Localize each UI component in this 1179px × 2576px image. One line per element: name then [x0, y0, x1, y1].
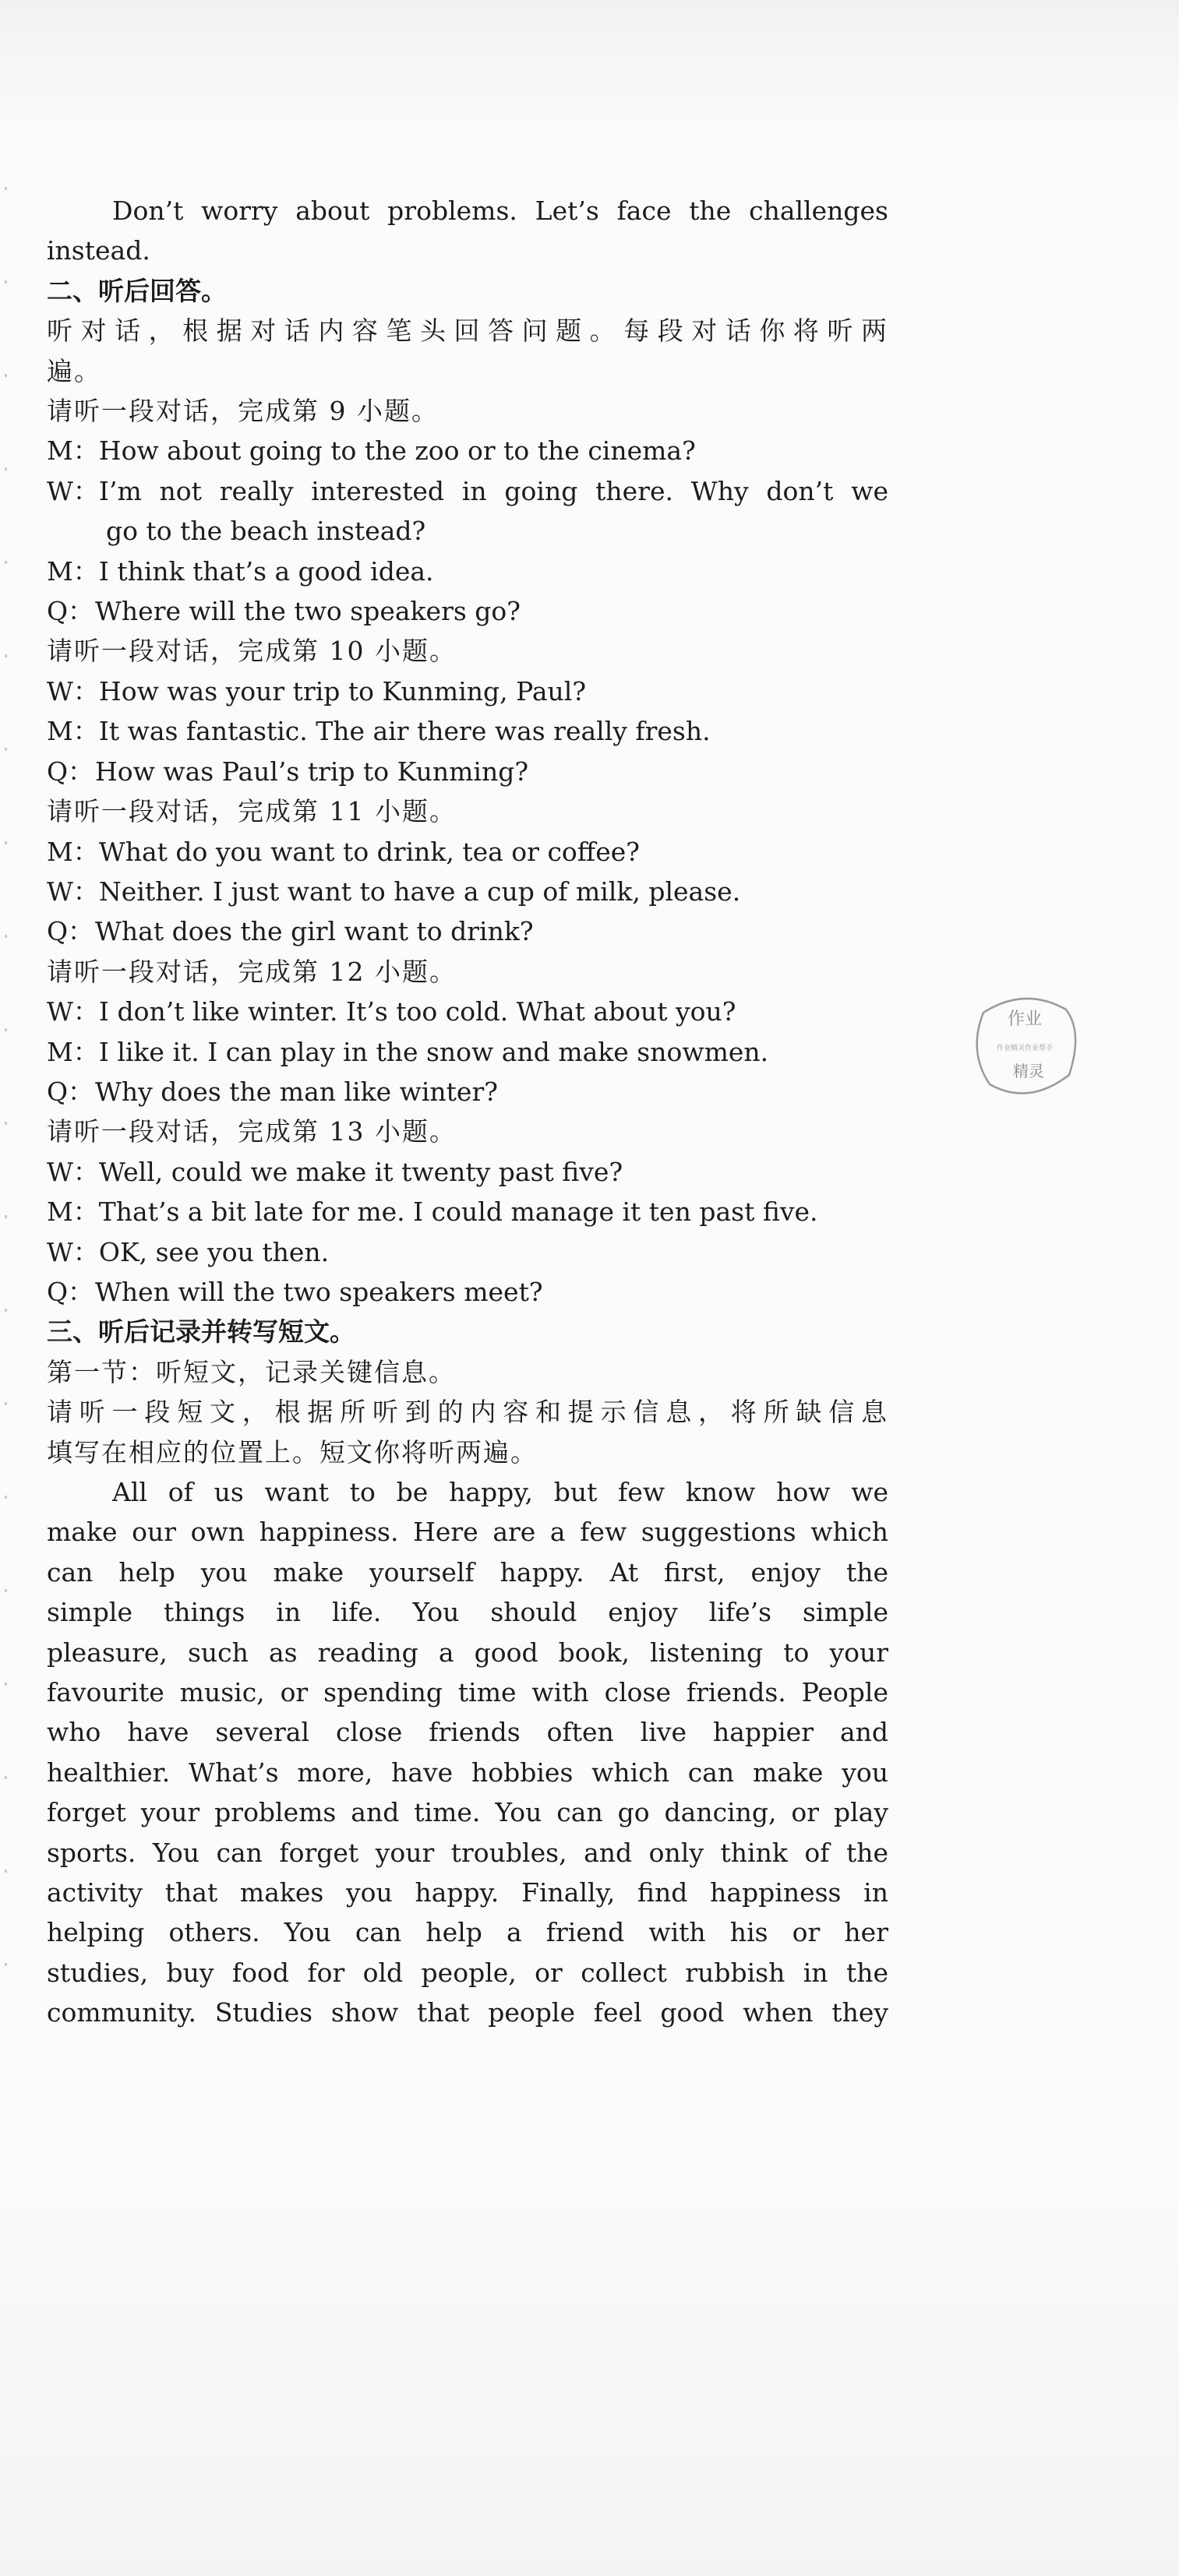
dialog-line: W：Well, could we make it twenty past five? [47, 1156, 623, 1187]
dialog-line: M：I like it. I can play in the snow and make snowmen. [47, 1036, 769, 1067]
section2-instruction-2: 遍。 [47, 355, 101, 386]
section2-heading: 二、听后回答。 [47, 275, 227, 306]
section2-instruction-1: 听对话，根据对话内容笔头回答问题。每段对话你将听两 [47, 315, 888, 347]
passage-line: All of us want to be happy, but few know how we [112, 1477, 888, 1507]
section3-subheading: 第一节：听短文，记录关键信息。 [47, 1356, 456, 1387]
watermark-stamp-icon [966, 989, 1083, 1106]
passage-line: helping others. You can help a friend with his or her [47, 1917, 888, 1948]
dialog-prompt-13: 请听一段对话，完成第 13 小题。 [47, 1116, 457, 1147]
passage-line: can help you make yourself happy. At first, enjoy the [47, 1556, 888, 1588]
dialog-line: W：I don’t like winter. It’s too cold. What about you? [47, 996, 736, 1027]
dialog-line: W：I’m not really interested in going there. Why don’t we [47, 475, 888, 506]
dialog-line: W：Neither. I just want to have a cup of milk, please. [47, 876, 741, 907]
dialog-line: W：How was your trip to Kunming, Paul? [47, 675, 587, 707]
passage-line: activity that makes you happy. Finally, find happiness in [47, 1877, 888, 1908]
section3-instruction-1: 请听一段短文，根据所听到的内容和提示信息，将所缺信息 [47, 1397, 888, 1428]
passage-line: favourite music, or spending time with close friends. People [47, 1677, 888, 1708]
section3-instruction-2: 填写在相应的位置上。短文你将听两遍。 [47, 1436, 538, 1468]
passage-line: community. Studies show that people feel good when they [47, 1997, 888, 2028]
passage-line: who have several close friends often live happier and [47, 1717, 888, 1748]
passage-line: simple things in life. You should enjoy life’s simple [47, 1597, 888, 1628]
dialog-prompt-10: 请听一段对话，完成第 10 小题。 [47, 636, 457, 667]
opening-line-2: instead. [47, 235, 150, 266]
passage-line: healthier. What’s more, have hobbies which can make you [47, 1757, 888, 1788]
dialog-prompt-11: 请听一段对话，完成第 11 小题。 [47, 796, 457, 827]
dialog-line: M：What do you want to drink, tea or coffee? [47, 836, 640, 867]
dialog-line: M：How about going to the zoo or to the cinema? [47, 435, 696, 467]
dialog-question: Q：How was Paul’s trip to Kunming? [47, 756, 529, 787]
dialog-question: Q：When will the two speakers meet? [47, 1276, 543, 1307]
dialog-prompt-9: 请听一段对话，完成第 9 小题。 [47, 396, 439, 427]
passage-line: pleasure, such as reading a good book, listening to your [47, 1637, 888, 1668]
stamp-top-text: 作业 [1007, 1010, 1043, 1029]
dialog-line-continued: go to the beach instead? [106, 516, 426, 547]
document-body [47, 191, 888, 2033]
passage-line: make our own happiness. Here are a few suggestions which [47, 1517, 888, 1548]
dialog-line: W：OK, see you then. [47, 1236, 330, 1267]
dialog-question: Q：What does the girl want to drink? [47, 916, 534, 947]
section3-heading: 三、听后记录并转写短文。 [47, 1316, 355, 1348]
passage-line: sports. You can forget your troubles, and only think of the [47, 1837, 888, 1868]
dialog-line: M：It was fantastic. The air there was really fresh. [47, 716, 711, 747]
dialog-line: M：I think that’s a good idea. [47, 555, 434, 587]
passage-line: studies, buy food for old people, or collect rubbish in the [47, 1957, 888, 1988]
dialog-question: Q：Why does the man like winter? [47, 1076, 498, 1107]
stamp-bottom-text: 精灵 [1013, 1062, 1044, 1080]
stamp-middle-text: 作业精灵作业帮手 [996, 1045, 1054, 1052]
dialog-line: M：That’s a bit late for me. I could manage it ten past five. [47, 1196, 818, 1228]
dialog-prompt-12: 请听一段对话，完成第 12 小题。 [47, 956, 457, 987]
dialog-question: Q：Where will the two speakers go? [47, 596, 521, 627]
binding-edge [5, 187, 7, 1979]
passage-line: forget your problems and time. You can go dancing, or play [47, 1797, 888, 1828]
opening-line-1: Don’t worry about problems. Let’s face the challenges [112, 196, 888, 226]
